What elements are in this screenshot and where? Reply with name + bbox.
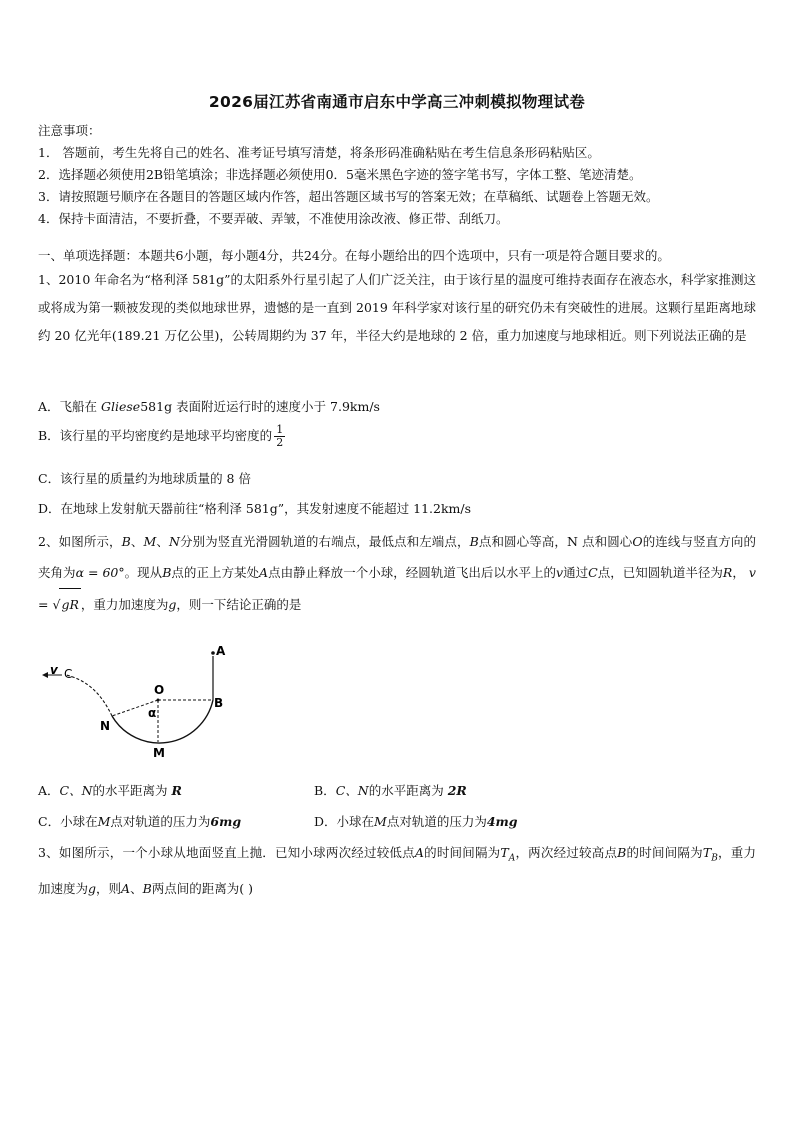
option-text: A．飞船在 — [38, 399, 102, 414]
circular-track — [112, 700, 213, 743]
section-heading: 一、单项选择题：本题共6小题，每小题4分，共24分。在每小题给出的四个选项中，只有一项是符合题目要求的。 — [38, 248, 670, 263]
option-points: M — [97, 814, 111, 829]
label-b: B — [214, 696, 224, 710]
point-b: B — [469, 534, 479, 549]
stem-text: 的时间间隔为 — [423, 845, 501, 860]
label-o: O — [154, 683, 165, 697]
stem-text: ，则 — [96, 880, 122, 896]
point-b: B — [142, 880, 152, 896]
fraction-denominator: 2 — [276, 436, 284, 449]
stem-text: ，重力加速度为 — [38, 845, 756, 896]
stem-text: 点，已知圆轨道半径为 — [597, 565, 723, 580]
option-value: R — [171, 783, 182, 798]
stem-text: 、 — [130, 880, 143, 896]
stem-text: 。现从 — [124, 565, 163, 580]
question-2-option-a — [38, 781, 182, 799]
fraction — [274, 424, 285, 449]
gravity-symbol: g — [168, 597, 177, 612]
stem-text: ，两次经过较高点 — [515, 845, 618, 860]
option-text: 点对轨道的压力为 — [110, 814, 211, 829]
option-text: C．小球在 — [38, 814, 98, 829]
angle-value: α = 60° — [75, 565, 125, 580]
stem-text: 2、如图所示， — [38, 534, 122, 549]
point-b: B — [162, 565, 172, 580]
stem-text: ， — [732, 565, 745, 580]
question-2-option-c — [38, 812, 241, 830]
question-1-option-a — [38, 397, 380, 415]
option-value: 2R — [447, 783, 467, 798]
point-a: A — [121, 880, 131, 896]
question-2-option-d — [314, 812, 518, 830]
point-c: C — [588, 565, 598, 580]
stem-text: 点和圆心等高，N 点和圆心 — [478, 534, 633, 549]
stem-text: 点的正上方某处 — [171, 565, 260, 580]
radius-symbol: R — [722, 565, 733, 580]
velocity-equation: v = — [38, 565, 756, 612]
period-tb-subscript: B — [711, 853, 718, 864]
label-a: A — [216, 644, 226, 658]
question-1-stem: 1、2010 年命名为“格利泽 581g”的太阳系外行星引起了人们广泛关注，由于该行星的温度可维持表面存在液态水，科学家推测这或将成为第一颗被发现的类似地球世界，遗憾的是一直到 2019 年科学家对该行星的研究仍未有突破性的进展。这颗行星距离地球约 20 亿光年(189.21 万亿公里)，公转周期约为 37 年，半径大约是地球的 2 倍，重力加速度与地球相近。则下列说法正确的是 — [38, 272, 756, 343]
label-m: M — [153, 746, 165, 760]
notice-item-2: 2．选择题必须使用2B铅笔填涂；非选择题必须使用0．5毫米黑色字迹的签字笔书写，字体工整、笔迹清楚。 — [38, 167, 642, 182]
option-text: 点对轨道的压力为 — [386, 814, 487, 829]
stem-text: 点由静止释放一个小球，经圆轨道飞出后以水平上的 — [268, 565, 557, 580]
option-text: 的水平距离为 — [92, 783, 172, 798]
point-o: O — [632, 534, 643, 549]
option-value: 6mg — [210, 814, 242, 829]
label-alpha: α — [148, 706, 157, 720]
option-text: 的水平距离为 — [368, 783, 448, 798]
period-ta: T — [500, 845, 509, 860]
notice-item-1: 1． 答题前，考生先将自己的姓名、准考证号填写清楚，将条形码准确粘贴在考生信息条形码粘贴区。 — [38, 145, 600, 160]
stem-text: 通过 — [563, 565, 589, 580]
question-1-option-c: C．该行星的质量约为地球质量的 8 倍 — [38, 471, 251, 486]
stem-text: 两点间的距离为( ) — [151, 880, 254, 896]
question-2-figure — [40, 640, 250, 765]
projectile-path — [66, 675, 112, 716]
option-text-italic: Gliese — [101, 399, 141, 414]
stem-text: 、 — [130, 534, 144, 549]
notice-heading: 注意事项： — [38, 123, 101, 138]
arrowhead-icon — [42, 672, 48, 678]
stem-text: ，则一下结论正确的是 — [176, 597, 302, 612]
option-text: B． — [314, 783, 336, 798]
point-b: B — [617, 845, 627, 860]
label-c: C — [64, 667, 73, 681]
question-3-stem — [38, 838, 756, 904]
notice-item-3: 3．请按照题号顺序在各题目的答题区域内作答，超出答题区域书写的答案无效；在草稿纸、试题卷上答题无效。 — [38, 189, 659, 204]
fraction-numerator: 1 — [276, 423, 284, 436]
option-text: A． — [38, 783, 60, 798]
point-a: A — [259, 565, 269, 580]
notice-item-4: 4．保持卡面清洁，不要折叠，不要弄破、弄皱，不准使用涂改液、修正带、刮纸刀。 — [38, 211, 509, 226]
option-points: M — [374, 814, 387, 829]
question-2-stem — [38, 526, 756, 620]
sqrt-content: gR — [59, 588, 80, 620]
option-value: 4mg — [486, 814, 518, 829]
stem-text: 、 — [156, 534, 169, 549]
option-text: B．该行星的平均密度约是地球平均密度的 — [38, 428, 273, 443]
option-points: C、N — [59, 783, 93, 798]
stem-text: 分别为竖直光滑圆轨道的右端点，最低点和左端点， — [179, 534, 470, 549]
period-tb: T — [702, 845, 712, 860]
velocity-symbol: v — [556, 565, 564, 580]
stem-text: 的连线与竖直方向的夹角为 — [38, 534, 756, 580]
center-o-dot — [157, 699, 160, 702]
point-b: B — [121, 534, 131, 549]
point-a: A — [414, 845, 424, 860]
option-text: D．小球在 — [314, 814, 375, 829]
stem-text: ，重力加速度为 — [80, 597, 169, 612]
period-ta-subscript: A — [508, 853, 516, 864]
gravity-symbol: g — [88, 880, 97, 896]
question-1-option-b — [38, 424, 285, 449]
question-2-option-b — [314, 781, 467, 799]
option-points: C、N — [335, 783, 369, 798]
sqrt-sign: √ — [52, 597, 61, 612]
point-m: M — [143, 534, 157, 549]
label-n: N — [100, 719, 111, 733]
point-a-dot — [211, 651, 215, 655]
question-1-option-d: D．在地球上发射航天器前往“格利泽 581g”，其发射速度不能超过 11.2km/s — [38, 501, 471, 516]
page-title: 2026届江苏省南通市启东中学高三冲刺模拟物理试卷 — [208, 93, 586, 111]
stem-text: 的时间间隔为 — [626, 845, 703, 860]
option-text: 581g 表面附近运行时的速度小于 7.9km/s — [140, 399, 380, 414]
point-n: N — [168, 534, 180, 549]
label-v: v — [50, 663, 58, 677]
stem-text: 3、如图所示，一个小球从地面竖直上抛．已知小球两次经过较低点 — [38, 845, 415, 860]
